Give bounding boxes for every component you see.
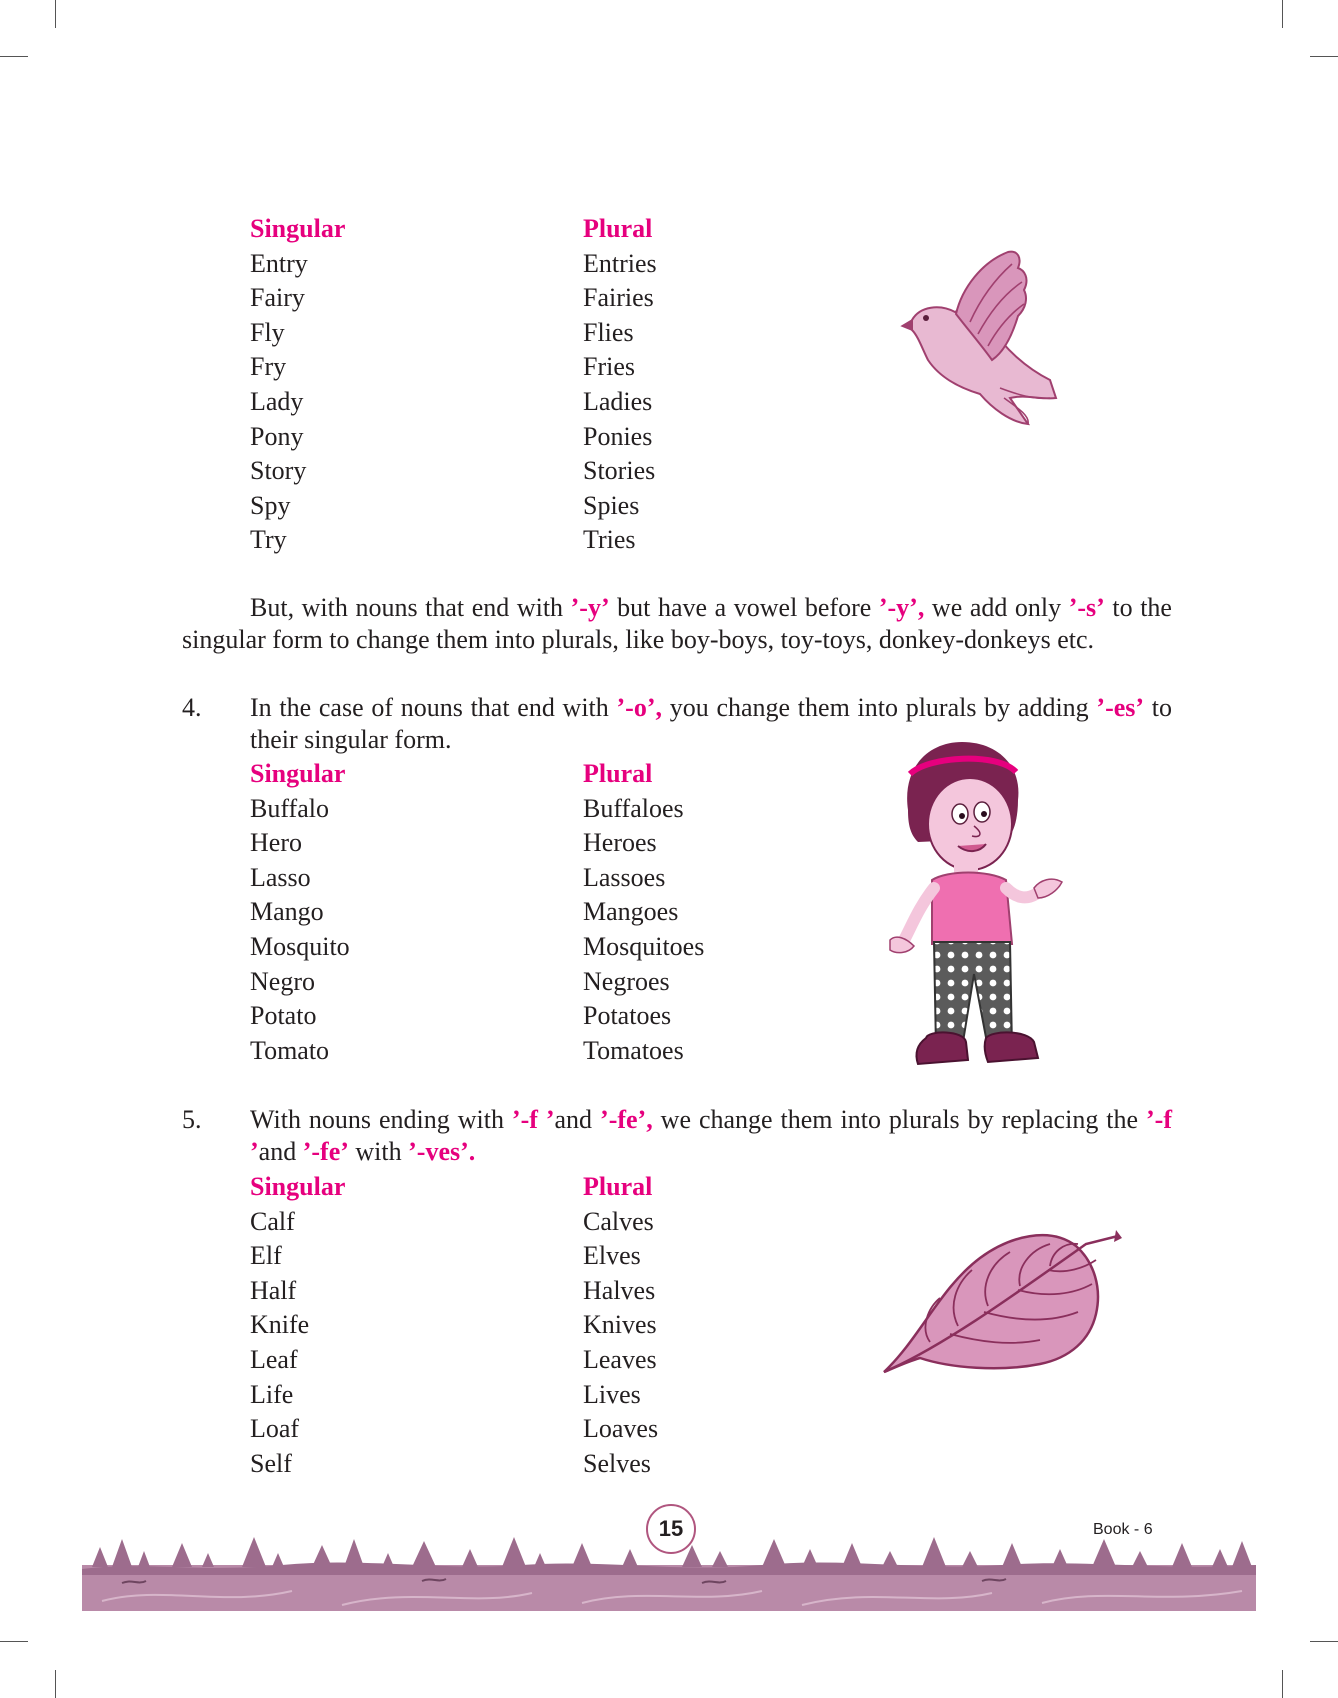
leaf-illustration	[880, 1218, 1126, 1378]
plural-word: Stories	[583, 456, 656, 486]
plural-word: Ladies	[583, 386, 653, 416]
text-run: we add only	[924, 593, 1069, 622]
singular-word: Mango	[250, 897, 324, 927]
bird-illustration	[900, 248, 1060, 438]
y-nouns-table	[250, 212, 783, 558]
plural-word: Selves	[583, 1448, 651, 1478]
text-run: and	[554, 1105, 601, 1134]
suffix-highlight: ’-y’,	[878, 593, 925, 622]
plural-header: Plural	[583, 214, 653, 243]
plural-word: Tries	[583, 525, 636, 555]
table-header	[250, 757, 783, 792]
plural-word: Potatoes	[583, 1001, 672, 1031]
singular-word: Knife	[250, 1310, 310, 1340]
table-row	[250, 454, 783, 489]
table-row	[250, 1412, 783, 1447]
singular-word: Try	[250, 525, 287, 555]
singular-word: Lasso	[250, 862, 311, 892]
singular-word: Hero	[250, 828, 302, 858]
page-number-badge: 15	[646, 1504, 696, 1554]
table-row	[250, 1205, 783, 1240]
vowel-y-paragraph	[182, 592, 1172, 656]
plural-word: Knives	[583, 1310, 657, 1340]
singular-word: Half	[250, 1275, 297, 1305]
crop-mark	[1310, 1641, 1338, 1642]
singular-word: Lady	[250, 386, 304, 416]
singular-word: Story	[250, 456, 307, 486]
table-row	[250, 999, 783, 1034]
table-row	[250, 1239, 783, 1274]
text-run: we change them into plurals by replacing the	[652, 1105, 1147, 1134]
plural-word: Spies	[583, 490, 640, 520]
table-row	[250, 385, 783, 420]
suffix-highlight: ’-o’,	[616, 693, 662, 722]
plural-word: Tomatoes	[583, 1035, 684, 1065]
table-row	[250, 1343, 783, 1378]
text-run: with	[348, 1137, 409, 1166]
plural-word: Ponies	[583, 421, 653, 451]
crop-mark	[0, 56, 28, 57]
plural-word: Leaves	[583, 1344, 657, 1374]
plural-word: Mangoes	[583, 897, 679, 927]
plural-word: Fries	[583, 352, 635, 382]
plural-word: Halves	[583, 1275, 656, 1305]
suffix-highlight: ’-ves’.	[408, 1137, 476, 1166]
rule-number: 5.	[182, 1105, 202, 1134]
singular-word: Spy	[250, 490, 291, 520]
plural-word: Fairies	[583, 283, 654, 313]
plural-word: Mosquitoes	[583, 931, 705, 961]
table-row	[250, 792, 783, 827]
singular-word: Pony	[250, 421, 304, 451]
table-row	[250, 350, 783, 385]
suffix-highlight: ’-s’	[1068, 593, 1105, 622]
suffix-highlight: ’-f ’	[250, 1105, 1172, 1166]
f-nouns-table	[250, 1170, 783, 1481]
singular-word: Loaf	[250, 1414, 300, 1444]
singular-word: Fry	[250, 352, 287, 382]
plural-word: Buffaloes	[583, 793, 684, 823]
table-row	[250, 489, 783, 524]
table-row	[250, 861, 783, 896]
suffix-highlight: ’-fe’,	[600, 1105, 653, 1134]
singular-header: Singular	[250, 759, 346, 788]
table-header	[250, 1170, 783, 1205]
singular-word: Entry	[250, 248, 308, 278]
singular-header: Singular	[250, 1172, 346, 1201]
table-row	[250, 930, 783, 965]
suffix-highlight: ’-es’	[1096, 693, 1145, 722]
singular-word: Tomato	[250, 1035, 330, 1065]
table-row	[250, 1308, 783, 1343]
table-row	[250, 1447, 783, 1482]
table-header	[250, 212, 783, 247]
singular-word: Life	[250, 1379, 294, 1409]
table-row	[250, 895, 783, 930]
crop-mark	[1282, 0, 1283, 28]
suffix-highlight: ’-y’	[570, 593, 610, 622]
singular-word: Calf	[250, 1206, 295, 1236]
suffix-highlight: ’-fe’	[302, 1137, 349, 1166]
plural-word: Calves	[583, 1206, 654, 1236]
girl-illustration	[888, 738, 1068, 1070]
table-row	[250, 281, 783, 316]
singular-word: Negro	[250, 966, 315, 996]
crop-mark	[55, 0, 56, 28]
plural-word: Heroes	[583, 828, 657, 858]
singular-word: Potato	[250, 1001, 317, 1031]
rule-number: 4.	[182, 693, 202, 722]
text-run: but have a vowel before	[609, 593, 879, 622]
text-run: to their singular form.	[250, 693, 1172, 754]
table-row	[250, 247, 783, 282]
plural-header: Plural	[583, 1172, 653, 1201]
table-row	[250, 523, 783, 558]
table-row	[250, 316, 783, 351]
rule5-paragraph	[250, 1104, 1172, 1168]
plural-word: Negroes	[583, 966, 670, 996]
table-row	[250, 1034, 783, 1069]
crop-mark	[55, 1670, 56, 1698]
crop-mark	[1282, 1670, 1283, 1698]
table-row	[250, 420, 783, 455]
singular-word: Fairy	[250, 283, 305, 313]
singular-word: Elf	[250, 1241, 282, 1271]
singular-word: Mosquito	[250, 931, 350, 961]
table-row	[250, 1378, 783, 1413]
book-label: Book - 6	[1093, 1521, 1153, 1538]
plural-word: Lassoes	[583, 862, 666, 892]
plural-word: Flies	[583, 317, 634, 347]
table-row	[250, 826, 783, 861]
crop-mark	[1310, 56, 1338, 57]
text-run: But, with nouns that end with	[250, 593, 571, 622]
plural-word: Loaves	[583, 1414, 659, 1444]
plural-word: Entries	[583, 248, 657, 278]
text-run: and	[258, 1137, 303, 1166]
table-row	[250, 965, 783, 1000]
suffix-highlight: ’-f ’	[511, 1105, 555, 1134]
singular-word: Leaf	[250, 1344, 298, 1374]
text-run: With nouns ending with	[250, 1105, 512, 1134]
singular-header: Singular	[250, 214, 346, 243]
text-run: In the case of nouns that end with	[250, 693, 617, 722]
table-row	[250, 1274, 783, 1309]
singular-word: Self	[250, 1448, 292, 1478]
singular-word: Buffalo	[250, 793, 329, 823]
text-run: you change them into plurals by adding	[662, 693, 1097, 722]
singular-word: Fly	[250, 317, 285, 347]
plural-header: Plural	[583, 759, 653, 788]
crop-mark	[0, 1641, 28, 1642]
plural-word: Lives	[583, 1379, 641, 1409]
o-nouns-table	[250, 757, 783, 1068]
text-run: to the singular form to change them into plurals, like boy-boys, toy-toys, donkey-donkeys etc.	[182, 593, 1172, 654]
plural-word: Elves	[583, 1241, 641, 1271]
